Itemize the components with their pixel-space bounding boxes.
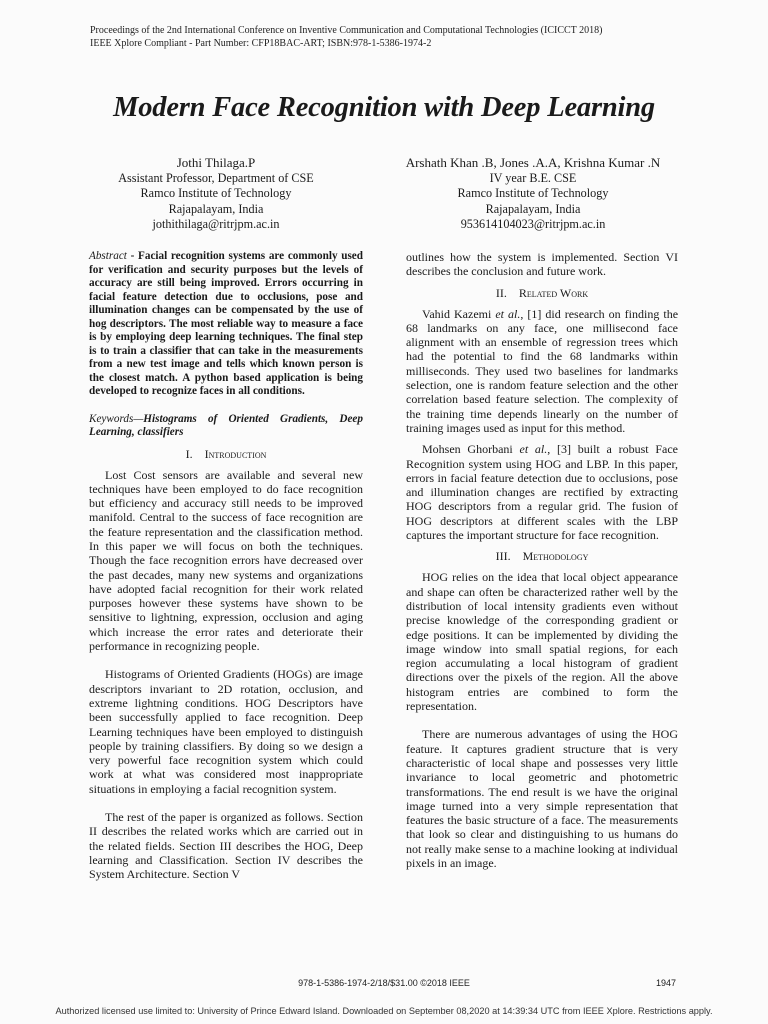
et-al: et al. (495, 306, 521, 321)
abstract (89, 250, 363, 399)
left-column (89, 250, 363, 882)
page-number: 1947 (655, 978, 676, 988)
author-block-2 (388, 155, 678, 233)
method-paragraph-1: HOG relies on the idea that local object appearance and shape can often be characterized rather well by the distribution of local intensity gradients even without precise knowledge of the corresponding gradient or edge positions. It can be implemented by dividing the image window into small spatial regions, for each region accumulating a local histogram of gradient directions over the pixels of the region. All the above histogram entries are combined to form the representation. (406, 570, 678, 714)
cited-author: Mohsen Ghorbani (422, 442, 513, 457)
isbn-header: IEEE Xplore Compliant - Part Number: CFP18BAC-ART; ISBN:978-1-5386-1974-2 (90, 38, 432, 49)
author-institute: Ramco Institute of Technology (457, 186, 609, 201)
author-location: Rajapalayam, India (485, 201, 581, 216)
section-title: Introduction (204, 446, 267, 461)
related-text: , [3] built a robust Face Recognition system using HOG and LBP. In this paper, errors in facial feature detection due to occlusions, pose and illumination changes are rectified by extracting HOG descriptors from a regular grid. The fusion of HOG descriptors at different scales with the LBP captures the important structure for face recognition. (406, 442, 678, 543)
intro-paragraph-1: Lost Cost sensors are available and several new techniques have been employed to do face recognition but efficiency and accuracy still needs to be improved manifold. Central to the success of face recognition are the feature representation and the classification method. In this paper we will focus on both the techniques. Though the face recognition errors have decreased over the past decades, many new systems and organizations have adopted facial recognition for their work related purposes however these systems have shown to be sensitive to lightning, expression, occlusion and aging which increase the error rates and deteriorate their performance in recognizing people. (89, 467, 363, 654)
author-name: Jothi Thilaga.P (176, 155, 256, 170)
keywords-text: Histograms of Oriented Gradients, Deep Learning, classifiers (89, 412, 363, 438)
author-role: IV year B.E. CSE (489, 170, 577, 185)
intro-paragraph-3-continued: outlines how the system is implemented. Section VI describes the conclusion and future work. (406, 250, 678, 279)
paper-title: Modern Face Recognition with Deep Learning (113, 92, 655, 123)
keywords (89, 413, 363, 440)
abstract-text: - Facial recognition systems are commonly used for verification and security purposes but the levels of accuracy are still being improved. Errors occurring in facial feature detection due to occlusions, pose and illumination changes can be compensated by the use of hog descriptors. The most reliable way to measure a face is by employing deep learning techniques. The final step is to train a classifier that can take in the measurements from a new test image and tells which known person is the closest match. A python based application is being developed to recognize faces in all conditions. (89, 250, 363, 397)
right-column (406, 250, 678, 870)
intro-paragraph-3: The rest of the paper is organized as follows. Section II describes the related works which are carried out in the related fields. Section III describes the HOG, Deep learning and Classification. Section IV describes the System Architecture. Section V (89, 810, 363, 882)
section-title: Methodology (522, 549, 589, 564)
section-number: I. (185, 446, 193, 461)
keywords-label: Keywords— (89, 412, 144, 425)
abstract-label: Abstract (89, 250, 127, 262)
section-heading-related-work (406, 286, 678, 300)
cited-author: Vahid Kazemi (422, 306, 492, 321)
conference-header: Proceedings of the 2nd International Conference on Inventive Communication and Computational Technologies (ICICCT 2018) (90, 25, 603, 36)
related-text: , [1] did research on finding the 68 landmarks on any face, one millisecond face alignment with an ensemble of regression trees which had the potential to find the 68 landmarks within milliseconds. They used two baselines for landmarks selection, one is random feature selection and the other correlation based feature selection. The complexity of the training time depends linearly on the number of training images used as input for this method. (406, 306, 679, 435)
section-number: II. (495, 285, 507, 300)
section-heading-introduction (89, 447, 363, 461)
author-role: Assistant Professor, Department of CSE (118, 170, 314, 185)
section-title: Related Work (518, 285, 589, 300)
author-institute: Ramco Institute of Technology (140, 186, 292, 201)
section-heading-methodology (406, 549, 678, 563)
related-paragraph-2 (406, 442, 678, 542)
author-email: 953614104023@ritrjpm.ac.in (460, 217, 606, 232)
author-name: Arshath Khan .B, Jones .A.A, Krishna Kumar .N (405, 155, 661, 170)
section-number: III. (495, 549, 511, 564)
intro-paragraph-2: Histograms of Oriented Gradients (HOGs) are image descriptors invariant to 2D rotation, occlusion, and extreme lightning conditions. HOG Descriptors have been successfully applied to face recognition. Deep Learning techniques have been employed to distinguish people by training classifiers. By doing so we design a very powerful face recognition system which could work at what was considered most inappropriate situations in employing a facial recognition system. (89, 667, 363, 796)
copyright-footer: 978-1-5386-1974-2/18/$31.00 ©2018 IEEE (298, 978, 470, 988)
author-location: Rajapalayam, India (168, 201, 264, 216)
related-paragraph-1 (406, 307, 678, 436)
method-paragraph-2: There are numerous advantages of using the HOG feature. It captures gradient structure that is very characteristic of local shape and possesses very little invariance to local geometric and photometric transformations. The end result is we have the original image turned into a very simple representation that features the basic structure of a face. The measurements that look so clear and distinguishing to us humans do not really make sense to a machine looking at individual pixels in an image. (406, 727, 678, 870)
author-email: jothithilaga@ritrjpm.ac.in (152, 217, 280, 232)
author-block-1 (96, 155, 336, 233)
license-notice: Authorized licensed use limited to: University of Prince Edward Island. Downloaded on September 08,2020 at 14:39:34 UTC from IEEE Xplore. Restrictions apply. (55, 1006, 713, 1016)
et-al: et al. (519, 442, 548, 457)
